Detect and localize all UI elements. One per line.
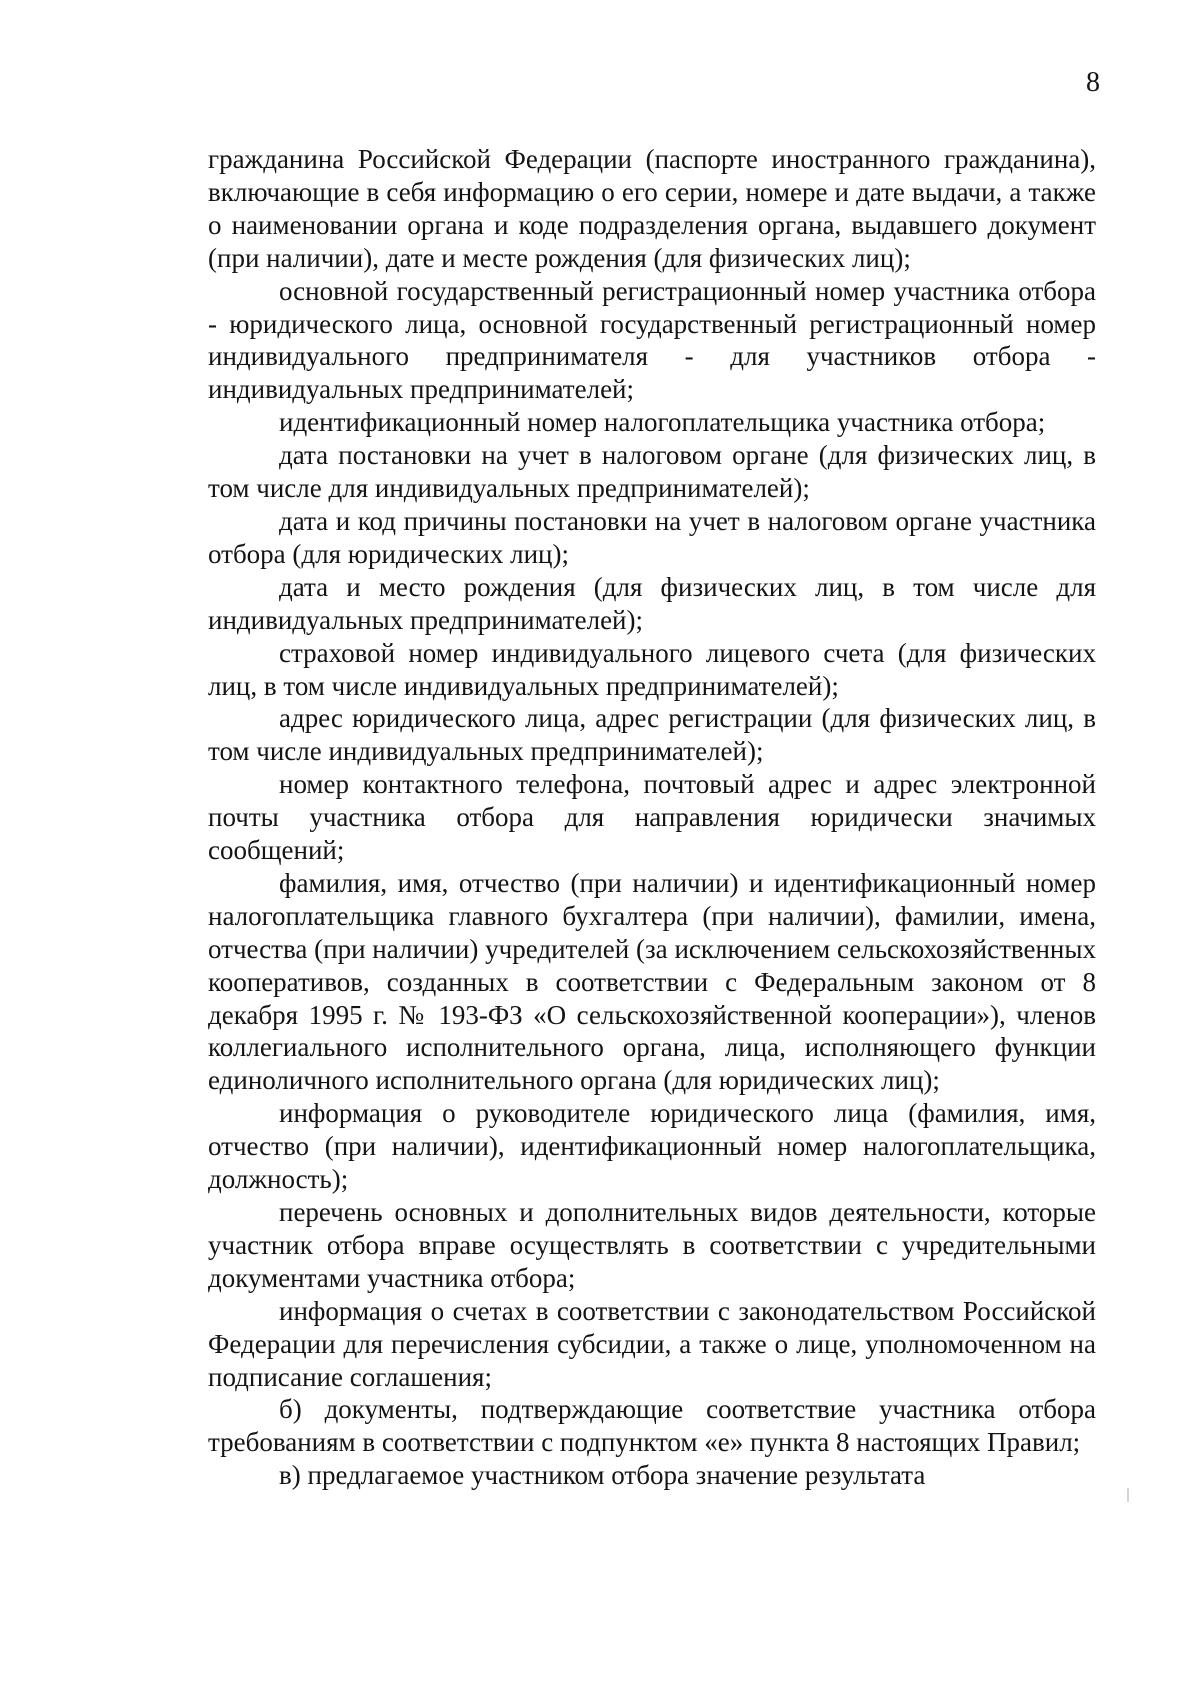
paragraph-item-b: б) документы, подтверждающие соответствие участника отбора требованиям в соответствии с подпунктом «е» пункта 8 настоящих Правил; (208, 1394, 1096, 1458)
paragraph-ogrn: основной государственный регистрационный номер участника отбора - юридического лица, основной государственный регистрационный номер индивидуального предпринимателя - для участников отбора - индивидуальных предпринимателей; (208, 275, 1096, 405)
paragraph-birth-date-place: дата и место рождения (для физических лиц, в том числе для индивидуальных предпринимателей); (208, 571, 1096, 635)
paragraph-head-info: информация о руководителе юридического лица (фамилия, имя, отчество (при наличии), идентификационный номер налогоплательщика, должность); (208, 1098, 1096, 1195)
paragraph-activities: перечень основных и дополнительных видов деятельности, которые участник отбора вправе осуществлять в соответствии с учредительными документами участника отбора; (208, 1197, 1096, 1293)
paragraph-kpp: дата и код причины постановки на учет в налоговом органе участника отбора (для юридических лиц); (208, 505, 1096, 569)
paragraph-item-v: в) предлагаемое участником отбора значение результата (279, 1460, 926, 1491)
paragraph-chief-accountant-founders: фамилия, имя, отчество (при наличии) и идентификационный номер налогоплательщика главного бухгалтера (при наличии), фамилии, имена, отчества (при наличии) учредителей (за исключением сельскохозяйственных кооперативов, созданных в соответствии с Федеральным законом от 8 декабря 1995 г. № 193-ФЗ «О сельскохозяйственной кооперации»), членов коллегиального исполнительного органа, лица, исполняющего функции единоличного исполнительного органа (для юридических лиц); (208, 867, 1096, 1096)
paragraph-tax-registration-date: дата постановки на учет в налоговом органе (для физических лиц, в том числе для индивидуальных предпринимателей); (208, 440, 1096, 504)
paragraph-passport-continuation: гражданина Российской Федерации (паспорте иностранного гражданина), включающие в себя информацию о его серии, номере и дате выдачи, а также о наименовании органа и коде подразделения органа, выдавшего документ (при наличии), дате и месте рождения (для физических лиц); (208, 144, 1096, 273)
page-number: 8 (1086, 67, 1100, 98)
scan-speck (1127, 1488, 1129, 1502)
paragraph-inn: идентификационный номер налогоплательщика участника отбора; (279, 407, 1046, 438)
paragraph-contacts: номер контактного телефона, почтовый адрес и адрес электронной почты участника отбора для направления юридически значимых сообщений; (208, 769, 1096, 866)
document-body (208, 143, 1096, 1492)
paragraph-address: адрес юридического лица, адрес регистрации (для физических лиц, в том числе индивидуальных предпринимателей); (208, 703, 1096, 767)
paragraph-snils: страховой номер индивидуального лицевого счета (для физических лиц, в том числе индивидуальных предпринимателей); (208, 637, 1096, 701)
paragraph-accounts: информация о счетах в соответствии с законодательством Российской Федерации для перечисления субсидии, а также о лице, уполномоченном на подписание соглашения; (208, 1295, 1096, 1392)
